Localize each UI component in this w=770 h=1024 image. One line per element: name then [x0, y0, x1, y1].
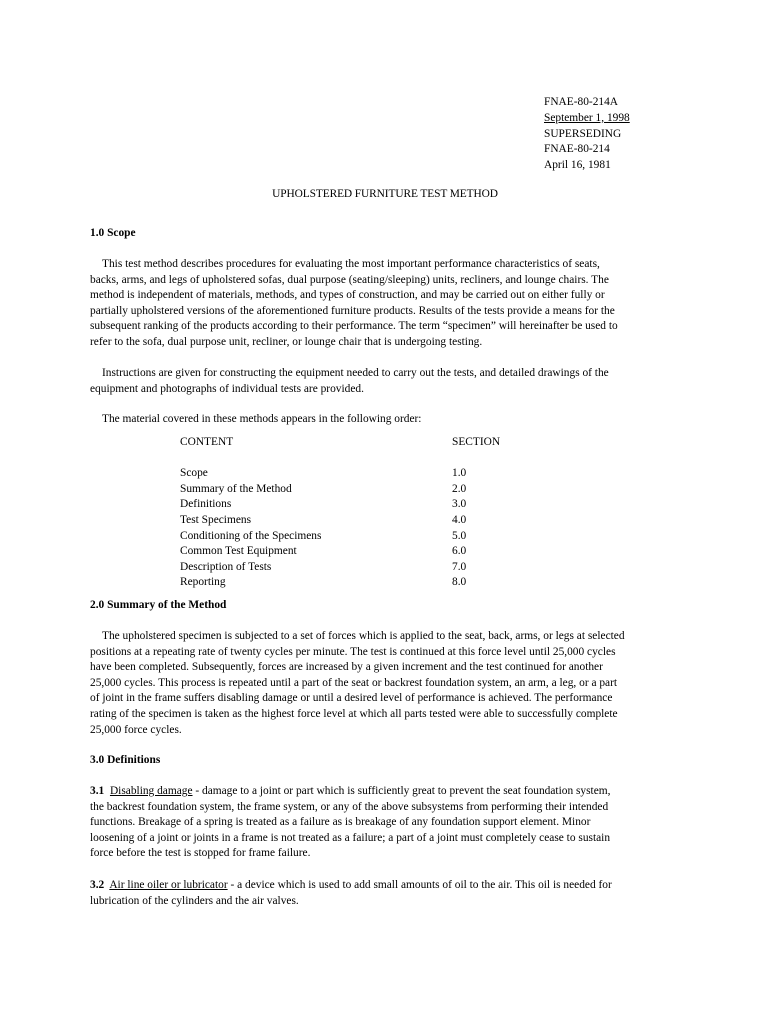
scope-paragraph-1 — [90, 257, 682, 351]
summary-line: 25,000 cycles. This process is repeated until a part of the seat or backrest foundation system, an arm, a leg, or a part — [90, 676, 618, 689]
scope-p1-line: This test method describes procedures for evaluating the most important performance characteristics of seats, — [102, 258, 600, 270]
definition-term: Disabling damage — [109, 785, 193, 797]
document-identifier-block — [544, 95, 630, 174]
summary-line: 25,000 force cycles. — [90, 723, 182, 736]
contents-row — [180, 513, 520, 529]
summary-line: The upholstered specimen is subjected to a set of forces which is applied to the seat, back, arms, or legs at selected — [102, 630, 625, 642]
contents-row-title: Reporting — [180, 576, 226, 589]
content-column-header: CONTENT — [180, 436, 234, 448]
definition-term: Air line oiler or lubricator — [109, 879, 228, 891]
summary-line: have been completed. Subsequently, forces are increased by a given increment and the test continued for another — [90, 661, 603, 674]
contents-row-title: Definitions — [180, 498, 232, 511]
previous-document-number: FNAE-80-214 — [544, 143, 610, 156]
definition-line: the backrest foundation system, the frame system, or any of the above subsystems from performing their intended — [90, 800, 609, 813]
contents-row-title: Test Specimens — [180, 513, 252, 526]
summary-paragraph — [90, 629, 682, 738]
superseding-label: SUPERSEDING — [544, 127, 622, 140]
document-title: UPHOLSTERED FURNITURE TEST METHOD — [272, 188, 498, 200]
contents-row — [180, 466, 520, 482]
scope-p1-line: partially upholstered versions of the aforementioned furniture products. Results of the tests provide a means for the — [90, 304, 615, 317]
scope-p2-line: equipment and photographs of individual tests are provided. — [90, 382, 364, 395]
definition-line: force before the test is stopped for frame failure. — [90, 847, 311, 860]
contents-row-section: 8.0 — [452, 576, 467, 589]
scope-p1-line: backs, arms, and legs of upholstered sofas, dual purpose (seating/sleeping) units, recliners, and lounge chairs. The — [90, 273, 609, 286]
contents-row-section: 6.0 — [452, 545, 467, 558]
definition-3-2 — [90, 878, 682, 909]
contents-row — [180, 482, 520, 498]
definition-text: - a device which is used to add small amounts of oil to the air. This oil is needed for — [227, 879, 612, 891]
contents-row-section: 4.0 — [452, 513, 467, 526]
contents-row-title: Common Test Equipment — [180, 545, 297, 558]
contents-row-title: Summary of the Method — [180, 482, 292, 495]
contents-row-section: 2.0 — [452, 482, 467, 495]
summary-line: positions at a repeating rate of twenty cycles per minute. The test is continued at this force level until 25,000 cycles — [90, 645, 616, 658]
definition-number: 3.2 — [90, 879, 105, 891]
contents-row — [180, 529, 520, 545]
definition-3-1 — [90, 784, 682, 862]
contents-row-title: Scope — [180, 467, 208, 480]
definitions-heading: 3.0 Definitions — [90, 754, 161, 766]
definition-number: 3.1 — [90, 785, 105, 797]
contents-row-section: 5.0 — [452, 529, 467, 542]
scope-p1-line: subsequent ranking of the products according to their performance. The term “specimen” will hereinafter be used to — [90, 320, 618, 333]
definition-line: loosening of a joint or joints in a frame is not treated as a failure; a part of a joint must completely cease to sustain — [90, 831, 611, 844]
contents-row — [180, 497, 520, 513]
contents-row-section: 7.0 — [452, 560, 467, 573]
summary-heading: 2.0 Summary of the Method — [90, 599, 227, 611]
contents-row — [180, 544, 520, 560]
scope-p2-line: Instructions are given for constructing the equipment needed to carry out the tests, and detailed drawings of the — [102, 367, 609, 379]
definition-line: functions. Breakage of a spring is treated as a failure as is breakage of any foundation support element. Minor — [90, 816, 591, 829]
scope-p1-line: method is independent of materials, methods, and types of construction, and may be carried out on either fully or — [90, 289, 605, 302]
section-column-header: SECTION — [452, 436, 501, 448]
document-date: September 1, 1998 — [544, 111, 630, 124]
scope-p1-line: refer to the sofa, dual purpose unit, recliner, or lounge chair that is undergoing testing. — [90, 335, 483, 348]
contents-row — [180, 560, 520, 576]
contents-row-section: 1.0 — [452, 467, 467, 480]
scope-paragraph-2 — [90, 366, 682, 397]
contents-row-section: 3.0 — [452, 498, 467, 511]
definition-line: lubrication of the cylinders and the air valves. — [90, 894, 299, 907]
contents-row-title: Conditioning of the Specimens — [180, 529, 322, 542]
scope-paragraph-3 — [90, 412, 682, 428]
contents-row-title: Description of Tests — [180, 560, 272, 573]
document-number: FNAE-80-214A — [544, 96, 619, 108]
previous-document-date: April 16, 1981 — [544, 159, 611, 172]
contents-table — [180, 435, 520, 591]
summary-line: rating of the specimen is taken as the highest force level at which all parts tested were able to successfully complete — [90, 707, 618, 720]
contents-row — [180, 575, 520, 591]
scope-heading: 1.0 Scope — [90, 227, 136, 239]
definition-text: - damage to a joint or part which is sufficiently great to prevent the seat foundation system, — [192, 785, 611, 797]
summary-line: of joint in the frame suffers disabling damage or until a desired level of performance is achieved. The performance — [90, 692, 613, 705]
scope-p3-text: The material covered in these methods appears in the following order: — [102, 413, 422, 425]
contents-table-header — [180, 435, 520, 451]
